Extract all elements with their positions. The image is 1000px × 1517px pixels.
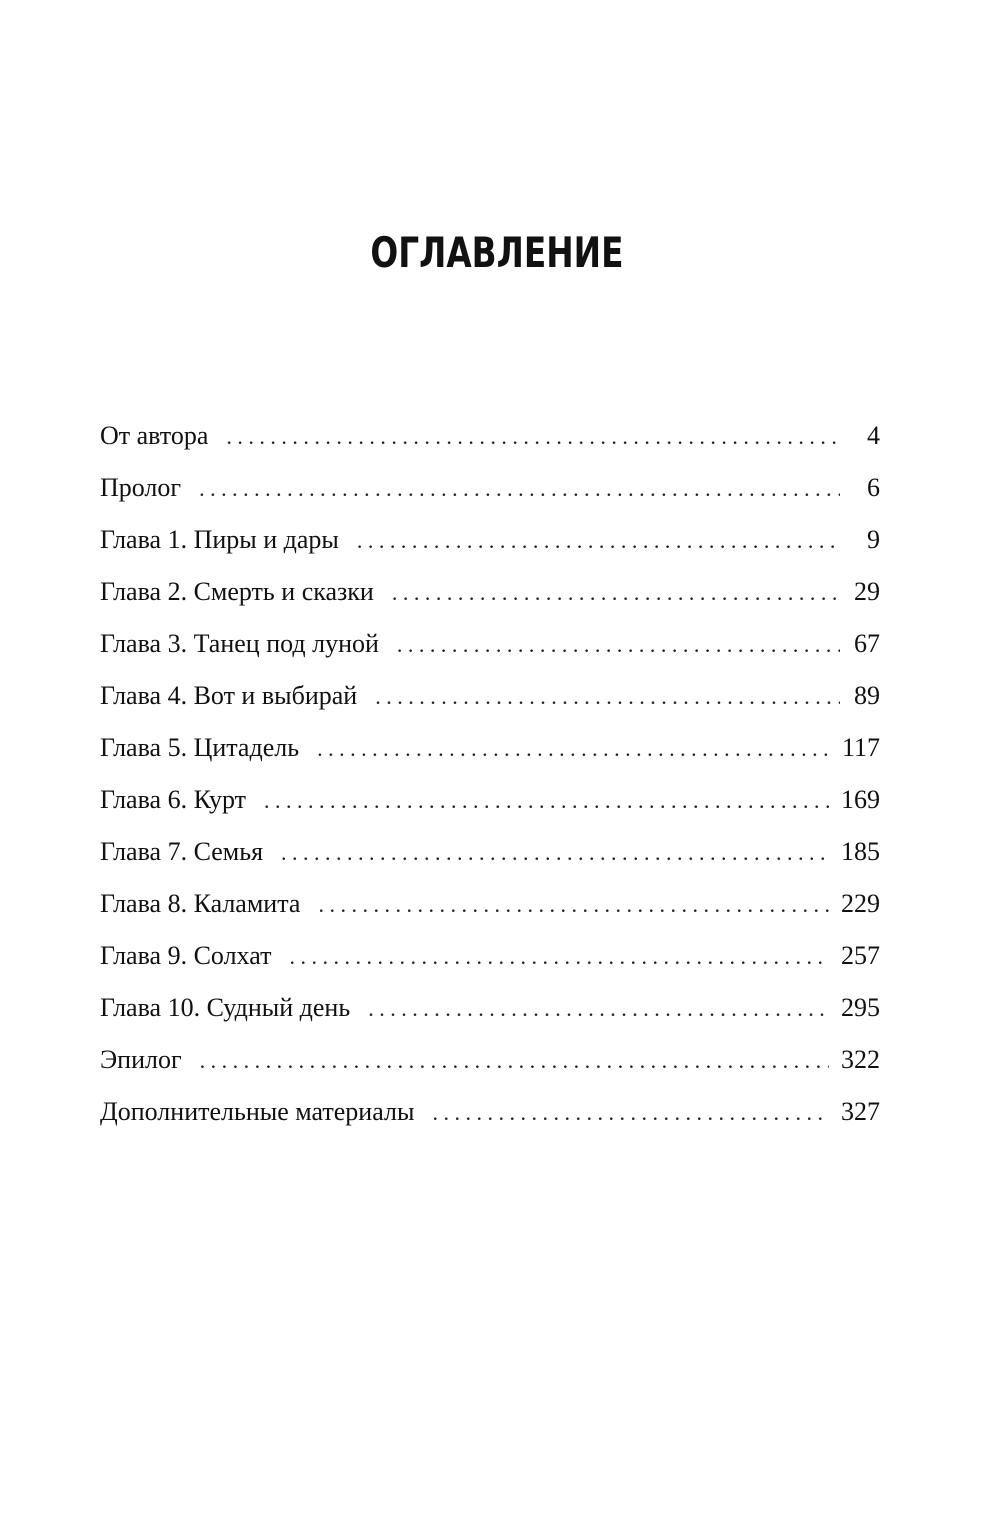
toc-entry [100,462,880,514]
toc-entry-label: Глава 1. Пиры и дары [100,525,339,554]
toc-entry-label: Глава 9. Солхат [100,941,272,970]
toc-entry [100,930,880,982]
toc-entry-page: 295 [841,993,880,1022]
page-title: ОГЛАВЛЕНИЕ [370,228,624,277]
dot-leader [226,411,840,463]
dot-leader [200,1035,829,1087]
toc-entry-page: 185 [841,837,880,866]
dot-leader [289,931,829,983]
toc-entry [100,410,880,462]
toc-entry-page: 89 [854,681,880,710]
toc-entry [100,982,880,1034]
toc-entry [100,566,880,618]
toc-entry [100,1086,880,1138]
toc-entry-label: Пролог [100,473,182,502]
toc-entry [100,722,880,774]
toc-entry-label: Глава 2. Смерть и сказки [100,577,374,606]
table-of-contents [100,410,880,1138]
toc-entry-page: 229 [841,889,880,918]
toc-entry-page: 117 [841,733,880,762]
toc-entry-page: 4 [867,421,880,450]
toc-entry-page: 169 [841,785,880,814]
toc-entry-page: 322 [841,1045,880,1074]
toc-entry-page: 257 [841,941,880,970]
dot-leader [357,515,840,567]
toc-entry [100,618,880,670]
toc-entry [100,1034,880,1086]
dot-leader [368,983,829,1035]
toc-entry-label: Глава 3. Танец под луной [100,629,379,658]
toc-entry-label: Глава 8. Каламита [100,889,301,918]
toc-entry-label: Глава 4. Вот и выбирай [100,681,358,710]
toc-entry [100,514,880,566]
dot-leader [318,879,829,931]
toc-entry-page: 327 [841,1097,880,1126]
dot-leader [397,619,840,671]
toc-entry-page: 6 [867,473,880,502]
toc-entry-label: Дополнительные материалы [100,1097,415,1126]
dot-leader [392,567,840,619]
dot-leader [264,775,829,827]
toc-entry [100,878,880,930]
toc-entry-label: От автора [100,421,209,450]
toc-entry-label: Глава 7. Семья [100,837,264,866]
dot-leader [375,671,840,723]
toc-entry-label: Глава 6. Курт [100,785,246,814]
dot-leader [432,1087,829,1139]
toc-entry [100,826,880,878]
toc-entry-page: 67 [854,629,880,658]
toc-entry [100,774,880,826]
dot-leader [281,827,829,879]
toc-entry-page: 9 [867,525,880,554]
toc-entry-label: Глава 5. Цитадель [100,733,300,762]
toc-entry-label: Эпилог [100,1045,182,1074]
toc-entry [100,670,880,722]
dot-leader [317,723,830,775]
toc-entry-page: 29 [854,577,880,606]
dot-leader [199,463,840,515]
toc-entry-label: Глава 10. Судный день [100,993,351,1022]
